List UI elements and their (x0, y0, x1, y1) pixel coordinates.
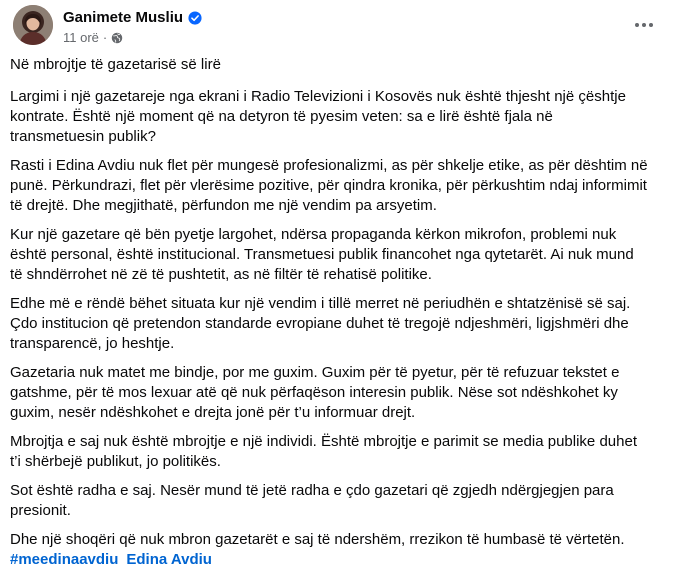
avatar[interactable] (13, 5, 53, 45)
post-header (13, 5, 678, 49)
author-name[interactable]: Ganimete Musliu (63, 9, 184, 26)
hashtag-link[interactable]: #meedinaavdiu (10, 551, 119, 568)
more-options-button[interactable] (630, 11, 658, 39)
post-paragraph: Gazetaria nuk matet me bindje, por me guxim. Guxim për të pyetur, për të refuzuar tekstet e gatshme, për të mos lexuar atë që nuk përfaqëson interesin publik. Nëse sot ndëshkohet ky guxim, nesër ndëshkohet e drejta jonë për t’u informuar drejt. (10, 364, 620, 421)
author-line (63, 9, 202, 26)
post-time[interactable]: 11 orë (63, 30, 99, 45)
post-paragraph: Mbrojtja e saj nuk është mbrojtje e një individi. Është mbrojtje e parimit se media publike duhet t’i shërbejë publikut, jo politikës. (10, 433, 637, 470)
post-text (10, 55, 650, 579)
post-meta (63, 30, 123, 45)
more-dots-icon (634, 22, 654, 28)
post-paragraph: Rasti i Edina Avdiu nuk flet për mungesë profesionalizmi, as për shkelje etike, as për dështim në punë. Përkundrazi, flet për vlerësime pozitive, për qindra kronika, për përkushtim ndaj informimit të drejtë. Dhe megjithatë, përfundon me një vendim pa arsyetim. (10, 157, 648, 214)
post-paragraph: Në mbrojtje të gazetarisë së lirë (10, 56, 221, 73)
post-paragraph: Kur një gazetare që bën pyetje largohet, ndërsa propaganda kërkon mikrofon, problemi nuk është personal, është institucional. Transmetuesi publik financohet nga qytetarët. Ai nuk mund të shndërrohet në zë të pushtetit, as në filtër të rehatisë politike. (10, 226, 634, 283)
verified-badge-icon (188, 11, 202, 25)
mention-link[interactable]: Edina Avdiu (126, 551, 212, 568)
meta-separator: · (102, 30, 108, 45)
post-tags (10, 550, 650, 570)
post-paragraph: Largimi i një gazetareje nga ekrani i Radio Televizioni i Kosovës nuk është thjesht një çështje kontrate. Është një moment që na detyron të pyesim veten: sa e lirë është fjala në transmetuesin publik? (10, 88, 626, 145)
post-paragraph: Edhe më e rëndë bëhet situata kur një vendim i tillë merret në periudhën e shtatzënisë së saj. Çdo institucion që pretendon standarde evropiane duhet të tregojë ndjeshmëri, ligjshmëri dhe transparencë, jo heshtje. (10, 295, 631, 352)
post-paragraph: Sot është radha e saj. Nesër mund të jetë radha e çdo gazetari që zgjedh ndërgjegjen para presionit. (10, 482, 614, 519)
avatar-image (13, 5, 53, 45)
globe-icon (111, 32, 123, 44)
post-paragraph: Dhe një shoqëri që nuk mbron gazetarët e saj të ndershëm, rrezikon të humbasë të vërtetën. (10, 531, 625, 548)
